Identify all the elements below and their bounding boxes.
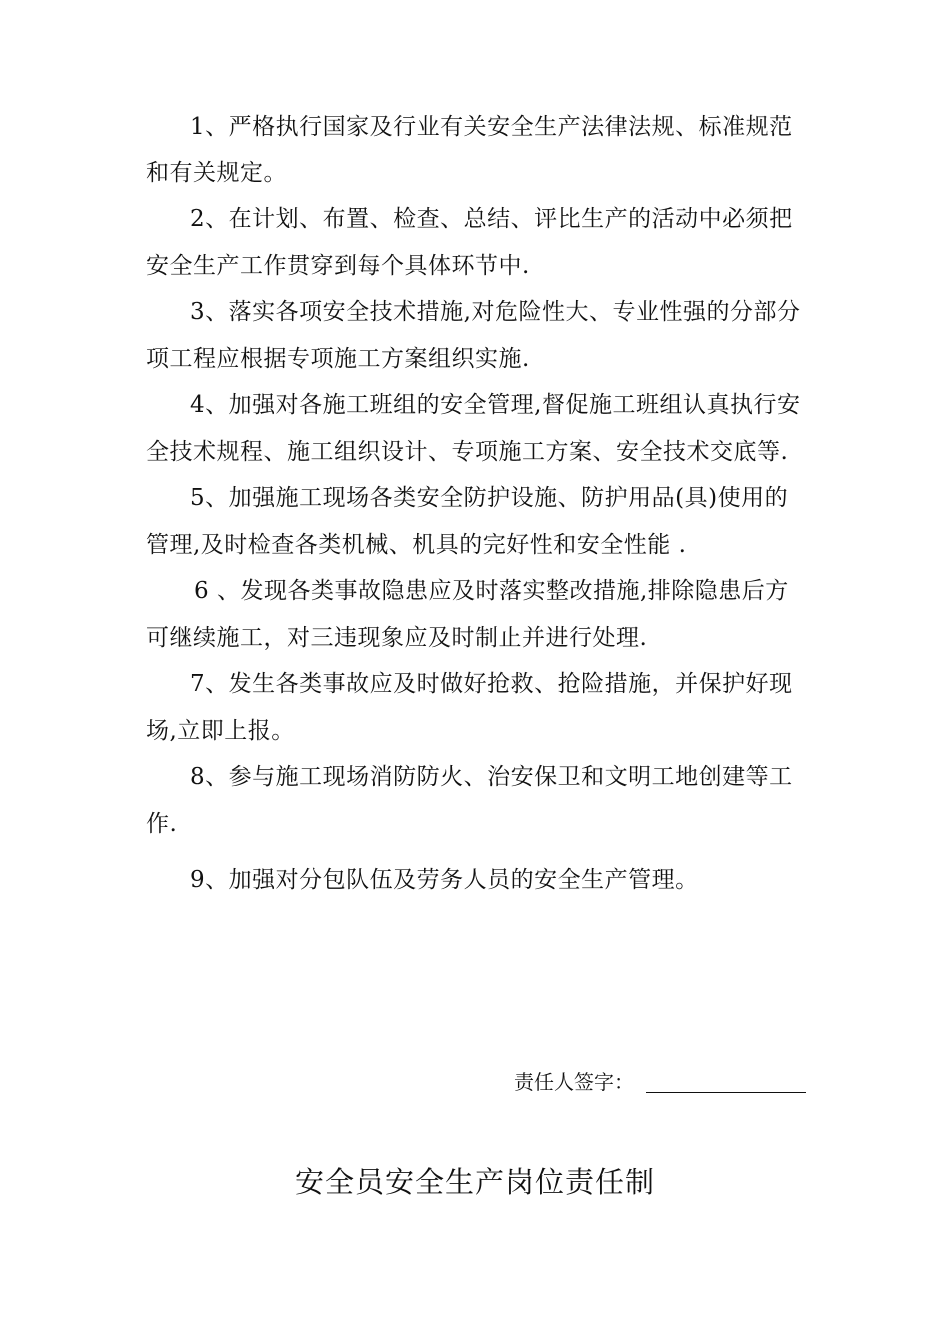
signature-label: 责任人签字： <box>514 1070 634 1094</box>
signature-line[interactable] <box>646 1092 806 1093</box>
item-4-line-1: 4、加强对各施工班组的安全管理,督促施工班组认真执行安 <box>190 392 801 418</box>
item-6-line-2: 可继续施工，对三违现象应及时制止并进行处理. <box>146 625 648 651</box>
item-3-line-2: 项工程应根据专项施工方案组织实施. <box>146 346 530 372</box>
item-1-line-1: 1、严格执行国家及行业有关安全生产法律法规、标准规范 <box>190 114 793 140</box>
item-3-line-1: 3、落实各项安全技术措施,对危险性大、专业性强的分部分 <box>190 299 801 325</box>
item-2-line-1: 2、在计划、布置、检查、总结、评比生产的活动中必须把 <box>190 206 793 232</box>
item-6-line-1: 6 、发现各类事故隐患应及时落实整改措施,排除隐患后方 <box>194 578 789 604</box>
section-title: 安全员安全生产岗位责任制 <box>294 1165 655 1199</box>
item-1-line-2: 和有关规定。 <box>146 160 287 186</box>
item-8-line-1: 8、参与施工现场消防防火、治安保卫和文明工地创建等工 <box>190 764 793 790</box>
item-7-line-2: 场,立即上报。 <box>146 718 295 744</box>
item-7-line-1: 7、发生各类事故应及时做好抢救、抢险措施，并保护好现 <box>190 671 793 697</box>
item-4-line-2: 全技术规程、施工组织设计、专项施工方案、安全技术交底等. <box>146 439 789 465</box>
item-8-line-2: 作. <box>146 811 178 837</box>
item-5-line-1: 5、加强施工现场各类安全防护设施、防护用品(具)使用的 <box>190 485 789 511</box>
item-5-line-2: 管理,及时检查各类机械、机具的完好性和安全性能 . <box>146 532 687 558</box>
item-9-line-1: 9、加强对分包队伍及劳务人员的安全生产管理。 <box>190 867 699 893</box>
item-2-line-2: 安全生产工作贯穿到每个具体环节中. <box>146 253 530 279</box>
